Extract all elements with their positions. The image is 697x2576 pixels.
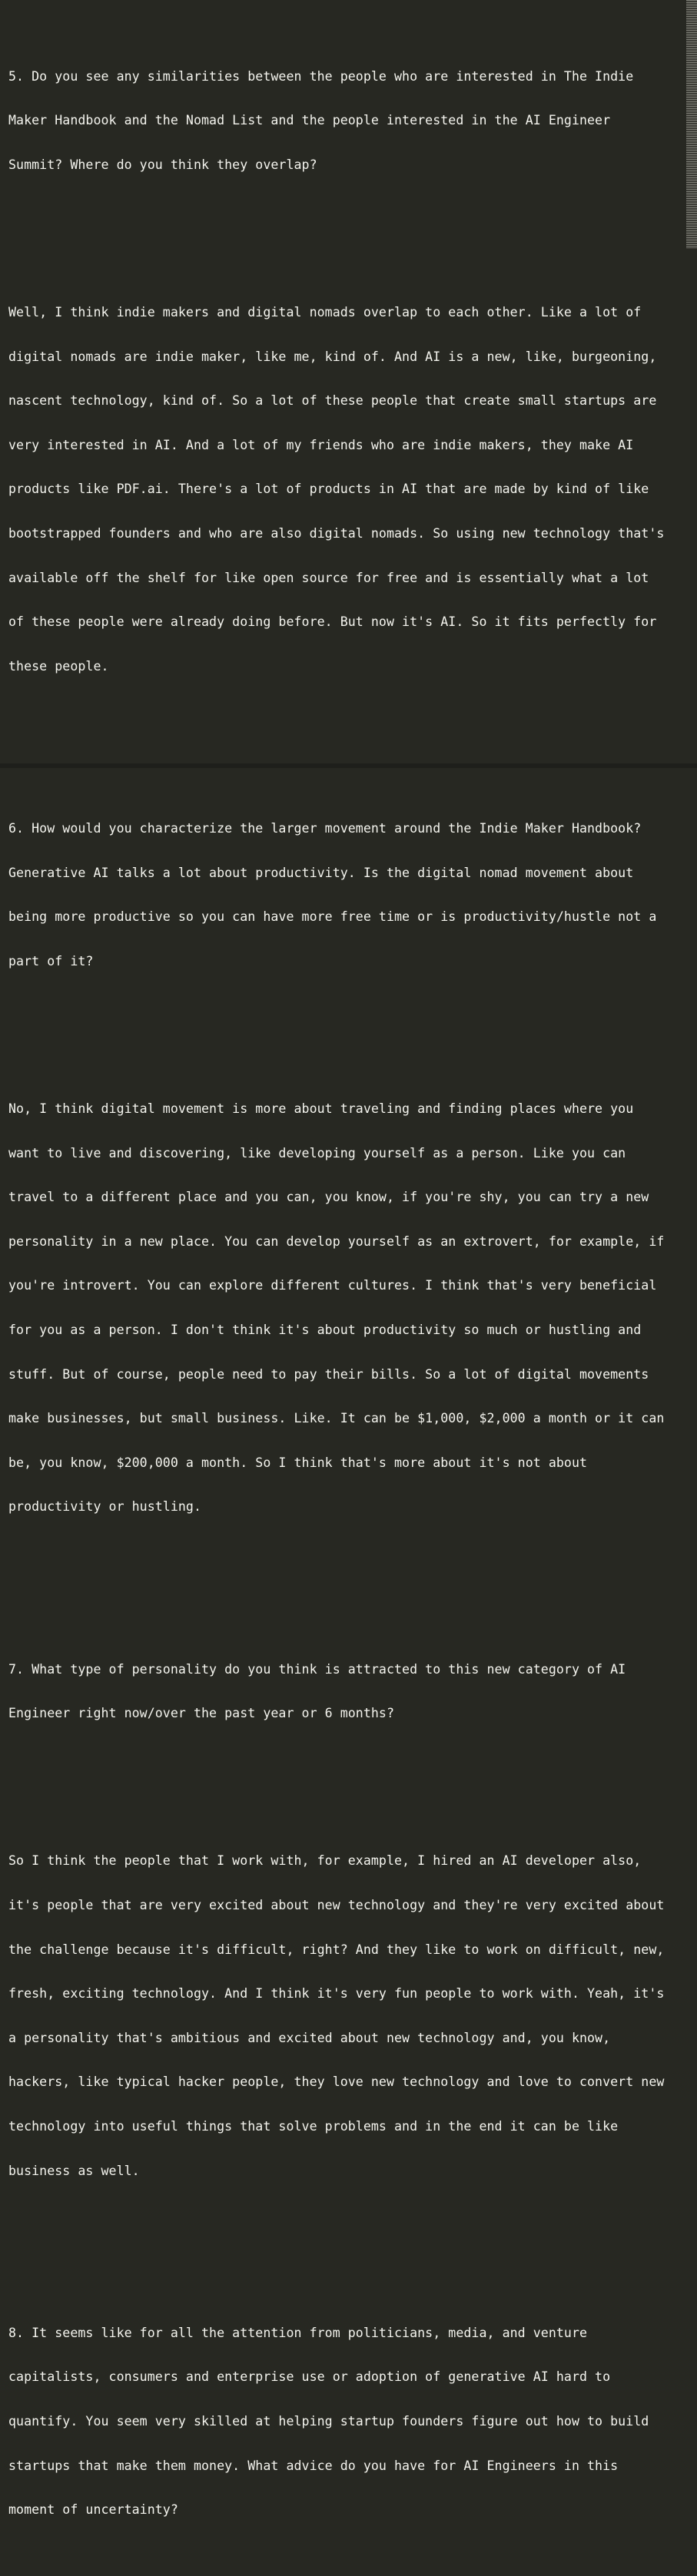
text-line: business as well. (8, 2163, 140, 2178)
text-line: digital nomads are indie maker, like me, kind of. And AI is a new, like, burgeoning, (8, 349, 657, 364)
text-line: for you as a person. I don't think it's about productivity so much or hustling and (8, 1323, 642, 1338)
text-line: Well, I think indie makers and digital nomads overlap to each other. Like a lot of (8, 305, 642, 320)
answer-6 (8, 1072, 681, 1545)
text-line: Summit? Where do you think they overlap? (8, 157, 317, 173)
text-line: it's people that are very excited about new technology and they're very excited about (8, 1897, 665, 1912)
answer-5 (8, 276, 681, 704)
text-line: fresh, exciting technology. And I think it's very fun people to work with. Yeah, it's (8, 1986, 665, 2002)
text-line: 8. It seems like for all the attention from politicians, media, and venture (8, 2325, 588, 2340)
text-line: part of it? (8, 953, 94, 968)
minimap[interactable] (686, 0, 697, 249)
status-bar (0, 763, 697, 768)
blank-line (8, 1780, 681, 1794)
blank-line (8, 231, 681, 246)
question-7 (8, 1632, 681, 1750)
question-6 (8, 792, 681, 998)
blank-lines (8, 1573, 681, 1602)
text-line: capitalists, consumers and enterprise use or adoption of generative AI hard to (8, 2369, 611, 2385)
text-line: No, I think digital movement is more about traveling and finding places where you (8, 1101, 634, 1116)
text-line: technology into useful things that solve problems and in the end it can be like (8, 2118, 619, 2134)
editor-text-area[interactable] (8, 10, 681, 2576)
text-line: Generative AI talks a lot about productivity. Is the digital nomad movement about (8, 865, 634, 880)
text-line: Engineer right now/over the past year or 6 months? (8, 1706, 395, 1721)
text-line: want to live and discovering, like developing yourself as a person. Like you can (8, 1145, 626, 1161)
blank-lines (8, 2237, 681, 2266)
text-line: the challenge because it's difficult, right? And they like to work on difficult, new, (8, 1942, 665, 1957)
text-line: of these people were already doing before. But now it's AI. So it fits perfectly for (8, 614, 657, 630)
text-line: nascent technology, kind of. So a lot of these people that create small startups are (8, 393, 657, 409)
answer-7 (8, 1824, 681, 2207)
text-line: very interested in AI. And a lot of my friends who are indie makers, they make AI (8, 437, 634, 452)
question-8 (8, 2296, 681, 2546)
text-line: bootstrapped founders and who are also digital nomads. So using new technology that's (8, 526, 665, 541)
question-5 (8, 39, 681, 201)
text-line: Maker Handbook and the Nomad List and the people interested in the AI Engineer (8, 113, 611, 128)
text-line: quantify. You seem very skilled at helping startup founders figure out how to build (8, 2414, 649, 2429)
text-line: productivity or hustling. (8, 1499, 202, 1515)
minimap-viewport-handle[interactable] (686, 0, 697, 249)
text-line: 5. Do you see any similarities between the people who are interested in The Indie (8, 68, 634, 84)
text-line: be, you know, $200,000 a month. So I think that's more about it's not about (8, 1455, 588, 1470)
text-line: travel to a different place and you can, you know, if you're shy, you can try a new (8, 1190, 649, 1205)
text-line: startups that make them money. What advice do you have for AI Engineers in this (8, 2458, 619, 2473)
text-line: being more productive so you can have more free time or is productivity/hustle not a (8, 909, 657, 925)
text-line: stuff. But of course, people need to pay their bills. So a lot of digital movements (8, 1366, 649, 1382)
text-line: 7. What type of personality do you think is attracted to this new category of AI (8, 1661, 626, 1677)
blank-line (8, 1028, 681, 1042)
text-line: personality in a new place. You can develop yourself as an extrovert, for example, if (8, 1233, 665, 1249)
text-line: make businesses, but small business. Like. It can be $1,000, $2,000 a month or it can (8, 1411, 665, 1426)
text-line: hackers, like typical hacker people, they love new technology and love to convert new (8, 2074, 665, 2090)
text-line: moment of uncertainty? (8, 2502, 178, 2518)
text-line: these people. (8, 658, 109, 674)
text-line: available off the shelf for like open source for free and is essentially what a lot (8, 570, 649, 585)
text-line: So I think the people that I work with, for example, I hired an AI developer also, (8, 1853, 642, 1869)
text-line: a personality that's ambitious and excited about new technology and, you know, (8, 2030, 611, 2045)
blank-lines (8, 733, 681, 762)
text-line: products like PDF.ai. There's a lot of products in AI that are made by kind of like (8, 482, 649, 497)
text-line: you're introvert. You can explore different cultures. I think that's very beneficial (8, 1278, 657, 1293)
text-line: 6. How would you characterize the larger movement around the Indie Maker Handbook? (8, 821, 642, 836)
